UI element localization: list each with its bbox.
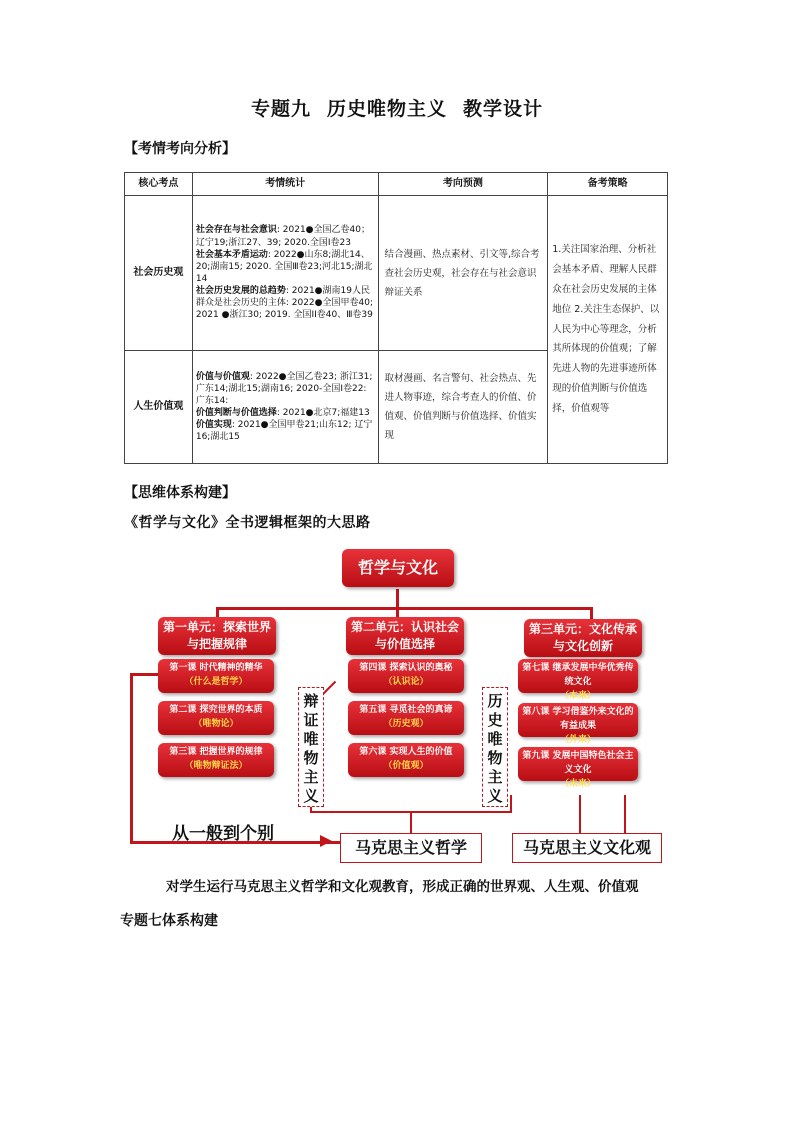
stat-label: 社会存在与社会意识	[195, 225, 277, 236]
lesson-4	[348, 659, 464, 693]
section-heading-analysis: 【考情考向分析】	[124, 141, 236, 157]
dialectical-materialism-label: 辩证唯物主义	[298, 687, 324, 807]
exam-analysis-table	[124, 172, 668, 464]
header-cell: 考情统计	[192, 173, 378, 196]
connector-line	[396, 589, 399, 609]
historical-materialism-label: 历史唯物主义	[482, 687, 508, 807]
lesson-tag: （唯物论）	[193, 719, 239, 729]
stat-text: : 2021●湖南19人民群众是社会历史的主体: 2022●全国甲卷40; 2021 ●浙江30; 2019. 全国II卷40、Ⅲ卷39	[195, 286, 373, 321]
stat-label: 价值实现	[195, 420, 232, 431]
lesson-name: 第六课 实现人生的价值	[359, 747, 453, 757]
lesson-tag: （价值观）	[383, 761, 429, 771]
lesson-3	[158, 743, 274, 777]
lesson-tag: （未来）	[559, 779, 596, 789]
title-part-3: 教学设计	[463, 98, 544, 120]
page-title	[0, 94, 794, 121]
title-part-1: 专题九	[250, 98, 311, 120]
stat-text: : 2021●全国乙卷40；辽宁19;浙江27、39; 2020.全国Ⅰ卷23	[195, 225, 370, 248]
stat-text: : 2022●全国乙卷23; 浙江31;广东14;湖北15;湖南16; 2020-全国Ⅰ卷22: 广东14:	[195, 371, 373, 406]
lesson-tag: （历史观）	[383, 719, 429, 729]
connector-line	[624, 795, 626, 833]
lesson-tag: （本来）	[559, 691, 596, 701]
table-row	[125, 196, 668, 351]
stat-text: : 2021●全国甲卷21;山东12; 辽宁16;湖北15	[195, 420, 373, 443]
lesson-8	[518, 703, 638, 745]
lesson-tag: （外来）	[559, 735, 596, 745]
stat-label: 社会基本矛盾运动	[195, 249, 268, 260]
connector-line	[216, 607, 590, 610]
stat-text: : 2022●山东8;湖北14、20;湖南15; 2020. 全国Ⅲ卷23;河北15;湖北14	[195, 249, 373, 284]
framework-diagram	[124, 545, 664, 865]
lesson-name: 第五课 寻觅社会的真谛	[359, 705, 453, 715]
core-point-cell: 人生价值观	[125, 351, 193, 464]
general-to-specific-label: 从一般到个别	[172, 824, 274, 844]
root-node: 哲学与文化	[342, 549, 454, 587]
unit-2-title: 第二单元：认识社会与价值选择	[346, 617, 464, 655]
arrow-head-icon	[320, 835, 332, 847]
framework-subtitle: 《哲学与文化》全书逻辑框架的大思路	[124, 515, 371, 531]
connector-line	[130, 673, 133, 843]
table-header-row	[125, 173, 668, 196]
lesson-name: 第八课 学习借鉴外来文化的有益成果	[522, 707, 634, 731]
unit-3-title: 第三单元：文化传承与文化创新	[524, 619, 642, 657]
lesson-7	[518, 659, 638, 701]
lesson-5	[348, 701, 464, 735]
prediction-cell: 取材漫画、名言警句、社会热点、先进人物事迹，综合考查人的价值、价值观、价值判断与价值选择、价值实现	[378, 351, 548, 464]
title-part-2: 历史唯物主义	[326, 98, 447, 120]
connector-line	[510, 795, 512, 813]
lesson-6	[348, 743, 464, 777]
strategy-cell: 1.关注国家治理、分析社会基本矛盾、理解人民群众在社会历史发展的主体地位 2.关注生态保护、以人民为中心等理念，分析其所体现的价值观；了解先进人物的先进事迹所体现的价值判断与价值选择，价值观等	[548, 196, 668, 464]
connector-line	[410, 811, 412, 833]
lesson-tag: （认识论）	[383, 677, 429, 687]
lesson-tag: （唯物辩证法）	[184, 761, 248, 771]
stat-label: 价值与价值观	[195, 371, 250, 382]
lesson-tag: （什么是哲学）	[184, 677, 248, 687]
prediction-cell: 结合漫画、热点素材、引文等,综合考查社会历史观，社会存在与社会意识辩证关系	[378, 196, 548, 351]
lesson-9	[518, 747, 638, 789]
core-point-cell: 社会历史观	[125, 196, 193, 351]
header-cell: 备考策略	[548, 173, 668, 196]
stat-text: : 2021●北京7;福建13	[276, 408, 370, 418]
topic-7-heading: 专题七体系构建	[120, 913, 218, 929]
lesson-2	[158, 701, 274, 735]
marxist-philosophy-box: 马克思主义哲学	[340, 833, 482, 863]
connector-line	[579, 795, 581, 833]
lesson-name: 第四课 探索认识的奥秘	[359, 663, 453, 673]
stat-cell	[192, 196, 378, 351]
lesson-name: 第二课 探究世界的本质	[169, 705, 263, 715]
header-cell: 考向预测	[378, 173, 548, 196]
connector-line	[590, 607, 593, 619]
lesson-name: 第一课 时代精神的精华	[169, 663, 263, 673]
stat-cell	[192, 351, 378, 464]
lesson-1	[158, 659, 274, 693]
stat-label: 价值判断与价值选择	[195, 408, 277, 418]
lesson-name: 第九课 发展中国特色社会主义文化	[522, 751, 634, 775]
stat-label: 社会历史发展的总趋势	[195, 286, 286, 297]
marxist-culture-box: 马克思主义文化观	[512, 833, 662, 863]
section-heading-framework: 【思维体系构建】	[124, 485, 236, 501]
header-cell: 核心考点	[125, 173, 193, 196]
lesson-name: 第七课 继承发展中华优秀传统文化	[522, 663, 634, 687]
unit-1-title: 第一单元：探索世界与把握规律	[158, 617, 276, 655]
connector-line	[130, 673, 158, 676]
lesson-name: 第三课 把握世界的规律	[169, 747, 263, 757]
closing-statement: 对学生运行马克思主义哲学和文化观教育，形成正确的世界观、人生观、价值观	[166, 879, 639, 895]
